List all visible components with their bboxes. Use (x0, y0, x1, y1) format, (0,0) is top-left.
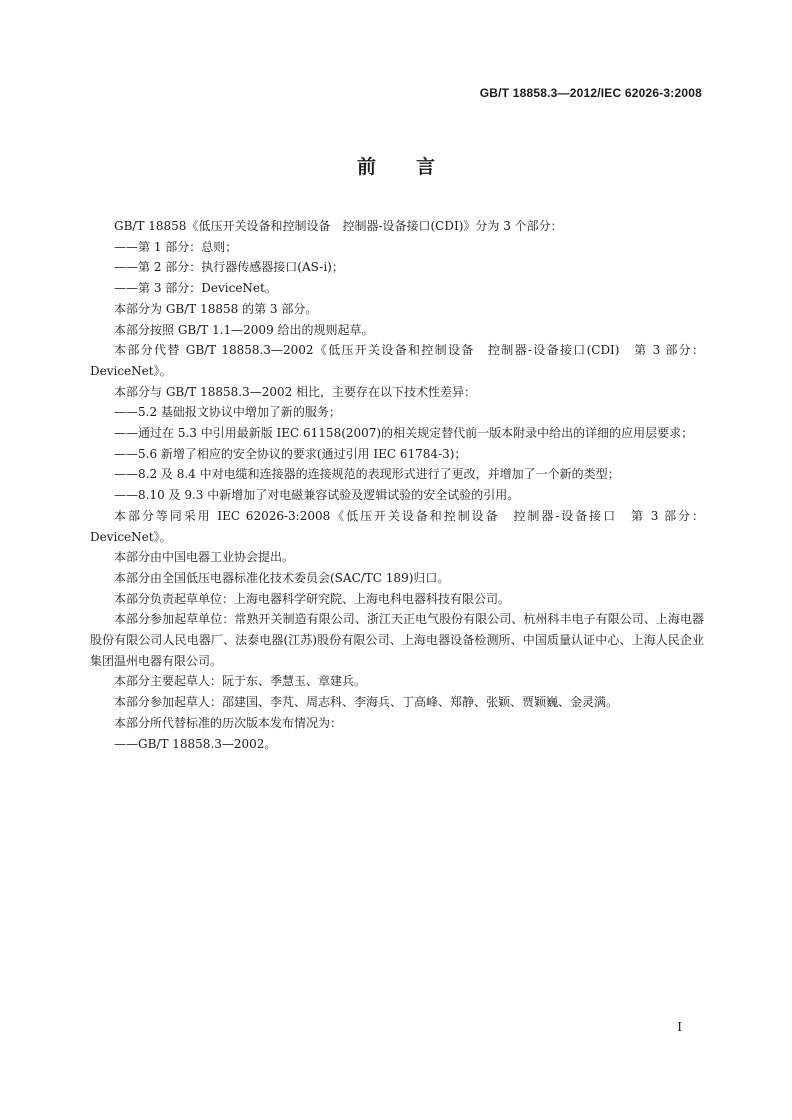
paragraph-proposed-by: 本部分由中国电器工业协会提出。 (114, 550, 295, 565)
list-item-difference-4: ——8.2 及 8.4 中对电缆和连接器的连接规范的表现形式进行了更改，并增加了一个新的类型； (114, 467, 620, 482)
list-item-part-2: ——第 2 部分：执行器传感器接口(AS-i)； (114, 260, 344, 275)
paragraph-identical-adoption: 本部分等同采用 IEC 62026-3:2008《低压开关设备和控制设备 控制器-设备接口 第 3 部分：DeviceNet》。 (90, 508, 704, 544)
list-item-difference-1: ——5.2 基础报文协议中增加了新的服务； (114, 405, 341, 420)
paragraph-participating-drafters: 本部分参加起草单位：常熟开关制造有限公司、浙江天正电气股份有限公司、杭州科丰电子有限公司、上海电器股份有限公司人民电器厂、法泰电器(江苏)股份有限公司、上海电器设备检测所、中国质量认证中心、上海人民企业集团温州电器有限公司。 (90, 612, 704, 668)
paragraph-main-drafters: 本部分主要起草人：阮于东、季慧玉、章建兵。 (114, 674, 367, 689)
standard-code: GB/T 18858.3—2012/IEC 62026-3:2008 (479, 86, 702, 100)
paragraph-under-jurisdiction: 本部分由全国低压电器标准化技术委员会(SAC/TC 189)归口。 (114, 570, 450, 585)
paragraph-drafting-rules: 本部分按照 GB/T 1.1—2009 给出的规则起草。 (114, 322, 374, 337)
paragraph-history-intro: 本部分所代替标准的历次版本发布情况为： (114, 715, 343, 730)
paragraph-replaces: 本部分代替 GB/T 18858.3—2002《低压开关设备和控制设备 控制器-设备接口(CDI) 第 3 部分：DeviceNet》。 (90, 343, 704, 378)
paragraph-participating-people: 本部分参加起草人：邵建国、李芃、周志科、李海兵、丁高峰、郑静、张颖、贾颖巍、金灵满。 (114, 695, 619, 710)
list-item-part-1: ——第 1 部分：总则； (114, 239, 238, 254)
paragraph-parts-intro: GB/T 18858《低压开关设备和控制设备 控制器-设备接口(CDI)》分为 3 个部分： (114, 219, 563, 233)
foreword-body (90, 216, 704, 754)
page-number: I (677, 1020, 682, 1034)
paragraph-this-part: 本部分为 GB/T 18858 的第 3 部分。 (114, 301, 318, 316)
list-item-difference-5: ——8.10 及 9.3 中新增加了对电磁兼容试验及逻辑试验的安全试验的引用。 (114, 488, 520, 503)
paragraph-differences-intro: 本部分与 GB/T 18858.3—2002 相比，主要存在以下技术性差异： (114, 384, 477, 399)
paragraph-responsible-drafters: 本部分负责起草单位：上海电器科学研究院、上海电科电器科技有限公司。 (114, 591, 511, 606)
list-item-history-1: ——GB/T 18858.3—2002。 (114, 736, 277, 751)
list-item-part-3: ——第 3 部分：DeviceNet。 (114, 281, 277, 296)
list-item-difference-2: ——通过在 5.3 中引用最新版 IEC 61158(2007)的相关规定替代前一版本附录中给出的详细的应用层要求； (114, 426, 694, 441)
list-item-difference-3: ——5.6 新增了相应的安全协议的要求(通过引用 IEC 61784-3)； (114, 446, 467, 461)
page-title: 前言 (356, 156, 475, 178)
